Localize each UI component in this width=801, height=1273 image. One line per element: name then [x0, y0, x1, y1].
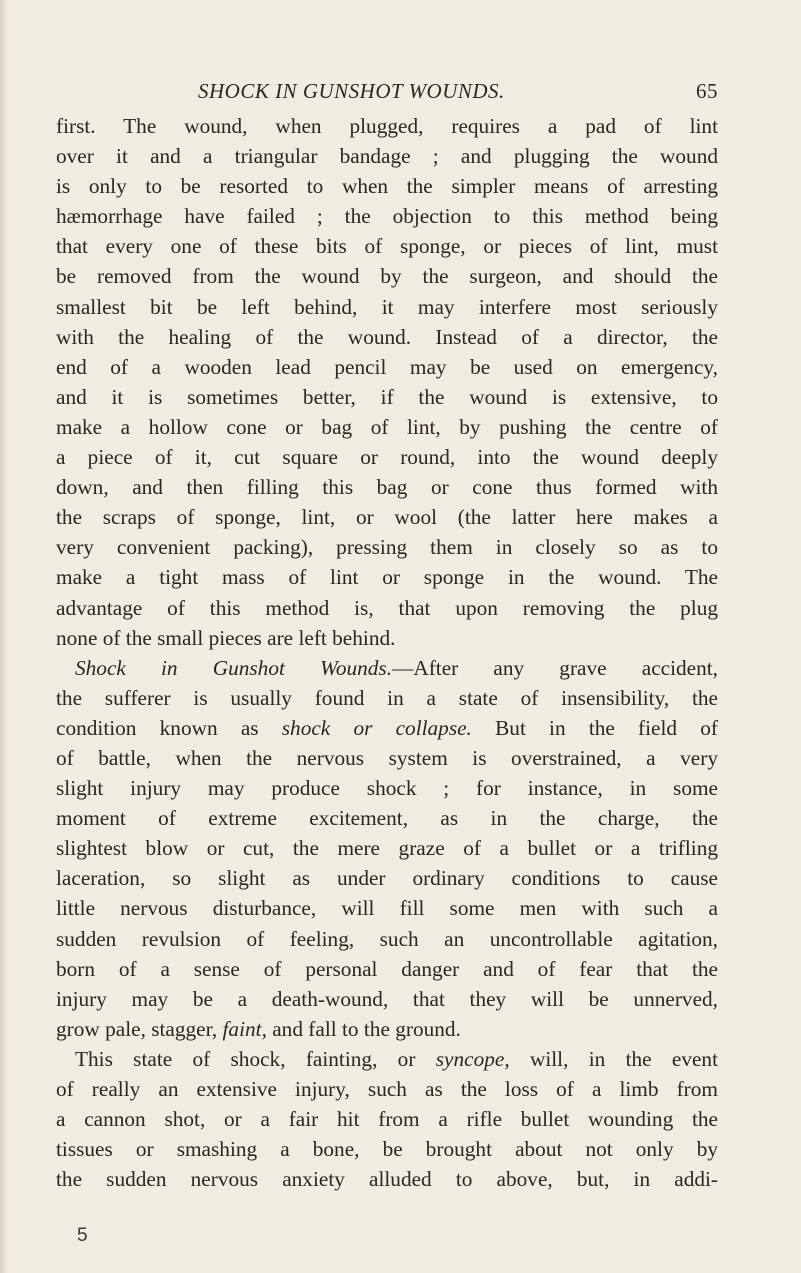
page-number: 65	[696, 79, 718, 103]
text-line: is only to be resorted to when the simpler means of arresting	[56, 174, 718, 199]
text-line: a cannon shot, or a fair hit from a rifle bullet wounding the	[56, 1107, 718, 1132]
section-first-line	[56, 653, 718, 683]
text-line: smallest bit be left behind, it may interfere most seriously	[56, 294, 718, 319]
text-line: injury may be a death-wound, that they will be unnerved,	[56, 986, 718, 1011]
text-line	[56, 1044, 718, 1074]
running-title: SHOCK IN GUNSHOT WOUNDS.	[198, 79, 505, 103]
running-header	[198, 79, 718, 104]
text-line: advantage of this method is, that upon removing the plug	[56, 595, 718, 620]
text-line: the scraps of sponge, lint, or wool (the latter here makes a	[56, 505, 718, 530]
text-line: born of a sense of personal danger and of fear that the	[56, 956, 718, 981]
text-line: of battle, when the nervous system is overstrained, a very	[56, 745, 718, 770]
text-line: make a hollow cone or bag of lint, by pushing the centre of	[56, 414, 718, 439]
text-line: sudden revulsion of feeling, such an uncontrollable agitation,	[56, 926, 718, 951]
text-line: laceration, so slight as under ordinary conditions to cause	[56, 866, 718, 891]
text-line: slightest blow or cut, the mere graze of a bullet or a trifling	[56, 836, 718, 861]
text-run: This state of shock, fainting, or	[75, 1046, 436, 1071]
text-line: none of the small pieces are left behind.	[56, 625, 396, 650]
text-line: a piece of it, cut square or round, into the wound deeply	[56, 445, 718, 470]
page-spine-shadow	[0, 0, 8, 1273]
text-line: end of a wooden lead pencil may be used on emergency,	[56, 354, 718, 379]
text-run: will, in the event	[509, 1046, 718, 1071]
text-line: slight injury may produce shock ; for instance, in some	[56, 776, 718, 801]
text-line: hæmorrhage have failed ; the objection to this method being	[56, 204, 718, 229]
italic-term: shock or collapse.	[281, 715, 472, 740]
text-run: grow pale, stagger,	[56, 1016, 223, 1041]
text-line: down, and then filling this bag or cone thus formed with	[56, 475, 718, 500]
text-run: But in the field of	[471, 715, 718, 740]
text-line	[56, 713, 718, 743]
section-heading: Shock in Gunshot Wounds.	[75, 655, 393, 680]
text-line: moment of extreme excitement, as in the charge, the	[56, 806, 718, 831]
text-line: that every one of these bits of sponge, or pieces of lint, must	[56, 234, 718, 259]
text-line: little nervous disturbance, will fill some men with such a	[56, 896, 718, 921]
text-line: tissues or smashing a bone, be brought about not only by	[56, 1137, 718, 1162]
italic-term: syncope,	[435, 1046, 510, 1071]
text-line: first. The wound, when plugged, requires a pad of lint	[56, 114, 718, 138]
text-line: make a tight mass of lint or sponge in the wound. The	[56, 565, 718, 590]
text-line: over it and a triangular bandage ; and plugging the wound	[56, 144, 718, 169]
signature-mark: 5	[77, 1225, 88, 1246]
italic-term: faint,	[222, 1016, 267, 1041]
text-line: of really an extensive injury, such as the loss of a limb from	[56, 1077, 718, 1101]
text-line: very convenient packing), pressing them in closely so as to	[56, 535, 718, 560]
text-line: with the healing of the wound. Instead of a director, the	[56, 324, 718, 349]
text-run: and fall to the ground.	[266, 1016, 461, 1041]
text-line: the sufferer is usually found in a state of insensibility, the	[56, 685, 718, 710]
body-text	[56, 111, 718, 1194]
text-line: be removed from the wound by the surgeon, and should the	[56, 264, 718, 289]
text-line: the sudden nervous anxiety alluded to above, but, in addi-	[56, 1167, 718, 1192]
text-line	[56, 1014, 718, 1044]
text-line: and it is sometimes better, if the wound is extensive, to	[56, 384, 718, 409]
text-run: —After any grave accident,	[392, 655, 719, 680]
text-run: condition known as	[56, 715, 282, 740]
